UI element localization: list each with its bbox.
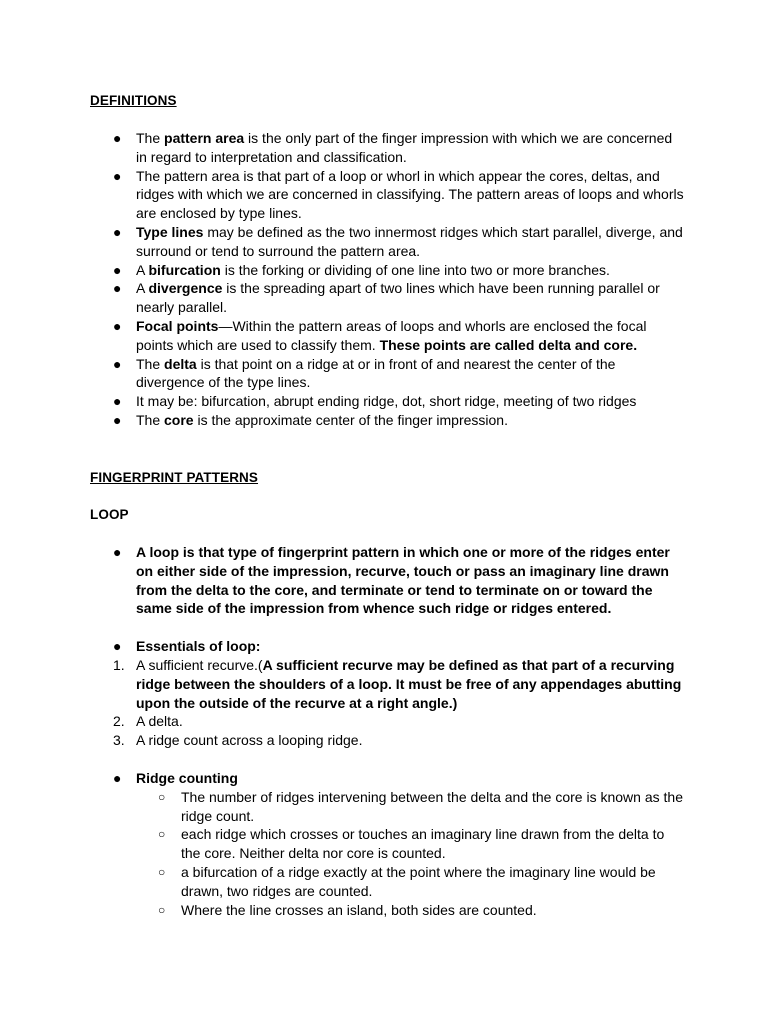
list-item: ○ each ridge which crosses or touches an imaginary line drawn from the delta to the core. Neither delta nor core is counted. xyxy=(158,826,665,862)
essentials-numbered-list xyxy=(0,656,768,750)
bullet-icon: ● xyxy=(113,393,122,410)
list-item: ○ Where the line crosses an island, both sides are counted. xyxy=(158,901,537,918)
list-item: 3. A ridge count across a looping ridge. xyxy=(113,732,363,749)
bullet-icon: ● xyxy=(113,280,122,297)
essentials-list xyxy=(0,637,768,656)
bullet-icon: ● xyxy=(113,355,122,372)
list-item: ● It may be: bifurcation, abrupt ending ridge, dot, short ridge, meeting of two ridges xyxy=(113,393,637,410)
list-number: 1. xyxy=(113,657,125,673)
bullet-icon: ● xyxy=(113,544,122,560)
list-item: ● Type lines may be defined as the two innermost ridges which start parallel, diverge, and surround or tend to surround the pattern area. xyxy=(113,223,683,259)
fingerprint-patterns-heading: FINGERPRINT PATTERNS xyxy=(90,470,259,485)
list-item: ○ a bifurcation of a ridge exactly at the point where the imaginary line would be drawn, two ridges are counted. xyxy=(158,863,656,899)
list-item: ○ The number of ridges intervening between the delta and the core is known as the ridge count. xyxy=(158,788,683,824)
bullet-icon: ● xyxy=(113,130,122,146)
list-item: 2. A delta. xyxy=(113,713,183,730)
list-item: ● The core is the approximate center of the finger impression. xyxy=(113,411,508,428)
list-item: ● The delta is that point on a ridge at or in front of and nearest the center of the divergence of the type lines. xyxy=(113,355,616,391)
bullet-icon: ● xyxy=(113,411,122,428)
bullet-icon: ● xyxy=(113,317,122,334)
sub-bullet-icon: ○ xyxy=(158,827,166,842)
bullet-icon: ● xyxy=(113,261,122,278)
sub-bullet-icon: ○ xyxy=(158,789,166,804)
sub-bullet-icon: ○ xyxy=(158,902,166,917)
bullet-icon: ● xyxy=(113,223,122,240)
sub-bullet-icon: ○ xyxy=(158,864,166,879)
bullet-icon: ● xyxy=(113,770,122,786)
list-item: ● Focal points—Within the pattern areas of loops and whorls are enclosed the focal points which are used to classify them. These points are called delta and core. xyxy=(113,317,647,353)
ridge-counting-list xyxy=(0,769,768,919)
list-number: 2. xyxy=(113,713,125,730)
loop-heading: LOOP xyxy=(90,507,129,522)
loop-definition-list xyxy=(0,543,768,618)
list-item: ● The pattern area is that part of a loop or whorl in which appear the cores, deltas, and ridges with which we are concerned in classifying. The pattern areas of loops and whorls are enclosed by type lines. xyxy=(113,167,684,222)
list-item: ● A loop is that type of fingerprint pattern in which one or more of the ridges enter on either side of the impression, recurve, touch or pass an imaginary line drawn from the delta to the core, and terminate or tend to terminate on or toward the same side of the impression from whence such ridge or ridges entered. xyxy=(113,544,670,617)
definitions-list xyxy=(0,129,768,430)
list-item: 1. A sufficient recurve.(A sufficient recurve may be defined as that part of a recurving ridge between the shoulders of a loop. It must be free of any appendages abutting upon the outside of the recurve at a right angle.) xyxy=(113,657,682,711)
list-number: 3. xyxy=(113,732,125,749)
list-item: ● A divergence is the spreading apart of two lines which have been running parallel or nearly parallel. xyxy=(113,280,660,316)
list-item: ● A bifurcation is the forking or dividing of one line into two or more branches. xyxy=(113,261,610,278)
list-item: ● The pattern area is the only part of the finger impression with which we are concerned in regard to interpretation and classification. xyxy=(113,130,673,165)
definitions-heading: DEFINITIONS xyxy=(90,93,177,108)
bullet-icon: ● xyxy=(113,167,122,184)
list-item: ● Essentials of loop: xyxy=(113,638,261,654)
bullet-icon: ● xyxy=(113,638,122,654)
list-item: ● Ridge counting xyxy=(113,770,238,786)
